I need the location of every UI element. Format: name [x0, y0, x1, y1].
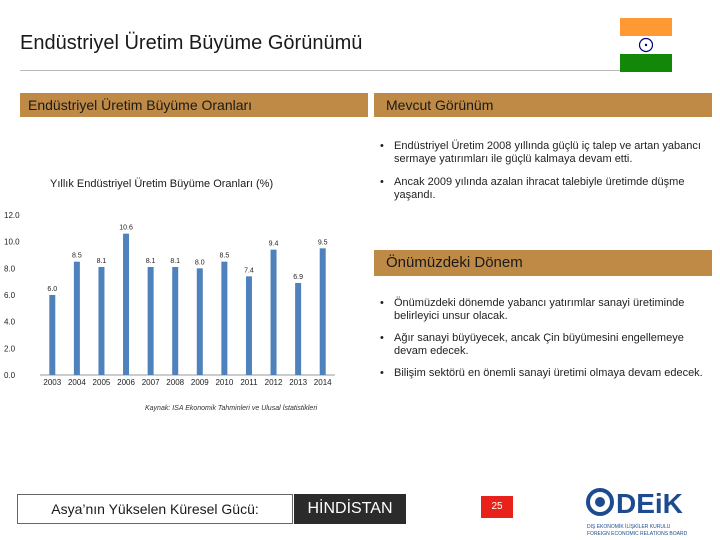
- upcoming-period-bullet: • Bilişim sektörü en önemli sanayi üretimi olmaya devam edecek.: [378, 367, 703, 380]
- bar: [123, 234, 129, 375]
- deik-logo: [585, 480, 710, 538]
- x-tick-label: 2004: [67, 378, 86, 387]
- svg-text:DIŞ EKONOMİK İLİŞKİLER KURULU: DIŞ EKONOMİK İLİŞKİLER KURULU: [587, 524, 671, 530]
- data-label: 8.0: [194, 259, 205, 267]
- data-label: 7.4: [244, 267, 254, 275]
- bar: [221, 262, 227, 375]
- bar: [197, 268, 203, 375]
- upcoming-period-list: [378, 297, 703, 389]
- y-tick-label: 8.0: [4, 264, 16, 274]
- india-flag-icon: [620, 18, 672, 72]
- upcoming-period-bullet: • Önümüzdeki dönemde yabancı yatırımlar sanayi üretiminde belirleyici unsur olacak.: [378, 297, 703, 323]
- data-label: 8.5: [72, 252, 82, 260]
- x-tick-label: 2003: [43, 378, 62, 387]
- bar: [271, 250, 277, 375]
- footer-country: HİNDİSTAN: [294, 494, 406, 524]
- data-label: 8.1: [145, 258, 156, 265]
- x-tick-label: 2006: [117, 378, 135, 387]
- svg-text:FOREIGN ECONOMIC RELATIONS BOA: FOREIGN ECONOMIC RELATIONS BOARD: [587, 531, 688, 537]
- source-note: Kaynak: ISA Ekonomik Tahminleri ve Ulusal İstatistikleri: [145, 405, 318, 412]
- y-tick-label: 0.0: [4, 371, 16, 380]
- data-label: 9.5: [317, 239, 328, 247]
- footer-tagline: Asya’nın Yükselen Küresel Gücü:: [17, 494, 293, 524]
- current-outlook-header: Mevcut Görünüm: [374, 93, 712, 117]
- current-outlook-list: [378, 140, 703, 210]
- y-tick-label: 6.0: [4, 291, 16, 300]
- data-label: 9.4: [268, 240, 279, 248]
- svg-text:DEiK: DEiK: [616, 488, 683, 519]
- data-label: 8.1: [170, 258, 181, 265]
- bar: [74, 262, 80, 375]
- data-label: 8.1: [96, 258, 107, 265]
- growth-bar-chart: [0, 205, 350, 395]
- x-tick-label: 2010: [215, 378, 234, 387]
- upcoming-period-bullet: • Ağır sanayi büyüyecek, ancak Çin büyümesini engellemeye devam edecek.: [378, 332, 703, 358]
- y-tick-label: 2.0: [4, 344, 16, 354]
- data-label: 6.0: [47, 286, 58, 293]
- bar: [295, 283, 301, 375]
- y-tick-label: 4.0: [4, 317, 16, 327]
- y-tick-label: 12.0: [4, 211, 20, 220]
- x-tick-label: 2014: [313, 378, 332, 387]
- current-outlook-bullet: • Endüstriyel Üretim 2008 yıllında güçlü iç talep ve artan yabancı sermaye yatırımları ile güçlü kalmaya devam etti.: [378, 140, 703, 166]
- slide-title: Endüstriyel Üretim Büyüme Görünümü: [20, 32, 363, 54]
- bar: [246, 276, 252, 375]
- bar: [320, 248, 326, 375]
- x-tick-label: 2011: [240, 378, 258, 387]
- x-tick-label: 2005: [92, 378, 111, 387]
- bar: [98, 267, 104, 375]
- chart-title: Yıllık Endüstriyel Üretim Büyüme Oranları (%): [50, 178, 274, 190]
- data-label: 8.5: [219, 252, 230, 260]
- bar: [172, 267, 178, 375]
- x-tick-label: 2008: [166, 378, 185, 387]
- x-tick-label: 2009: [190, 378, 209, 387]
- bar: [49, 295, 55, 375]
- title-divider: [20, 70, 670, 71]
- growth-rates-header: Endüstriyel Üretim Büyüme Oranları: [20, 93, 368, 117]
- upcoming-period-header: Önümüzdeki Dönem: [374, 250, 712, 276]
- page-number: 25: [481, 496, 513, 518]
- current-outlook-bullet: • Ancak 2009 yılında azalan ihracat talebiyle üretimde düşme yaşandı.: [378, 176, 703, 202]
- bar: [148, 267, 154, 375]
- data-label: 6.9: [293, 274, 303, 281]
- x-tick-label: 2012: [264, 378, 283, 387]
- x-tick-label: 2007: [141, 378, 160, 387]
- y-tick-label: 10.0: [4, 237, 20, 247]
- x-tick-label: 2013: [289, 378, 308, 387]
- data-label: 10.6: [119, 224, 133, 232]
